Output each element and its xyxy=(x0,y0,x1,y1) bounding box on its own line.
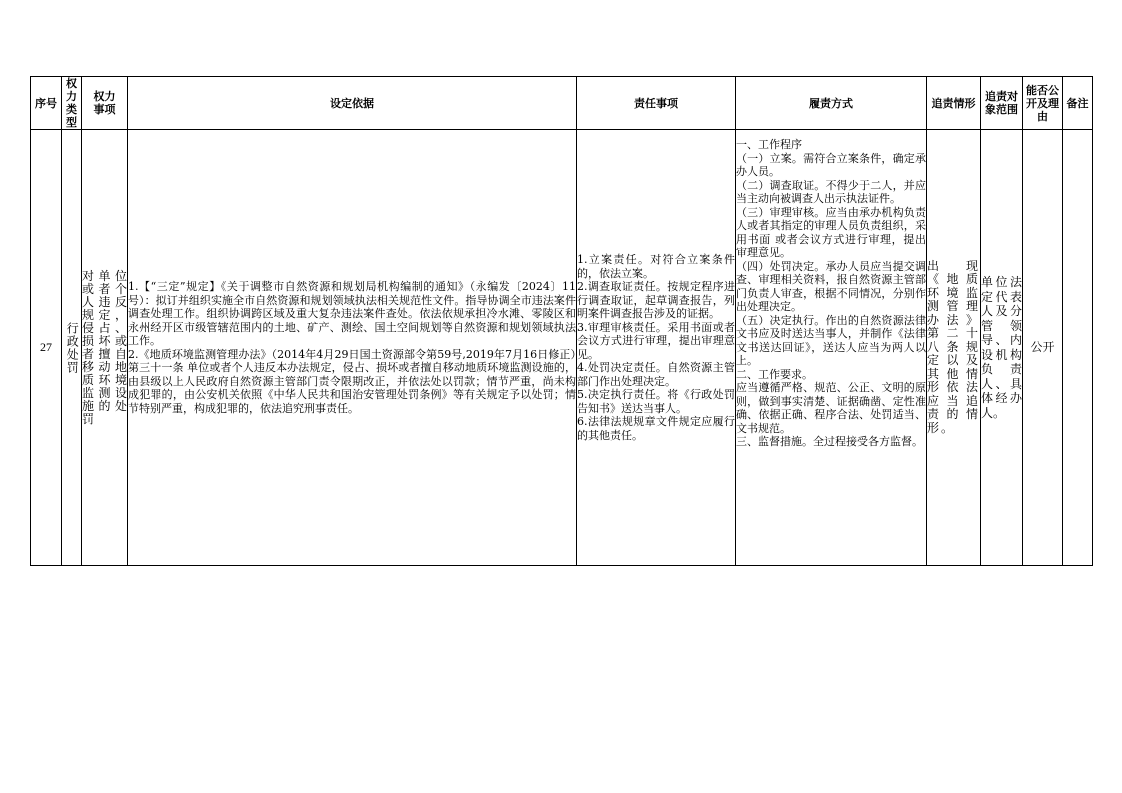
header-basis: 设定依据 xyxy=(128,77,577,130)
row-no: 27 xyxy=(31,130,62,566)
row-scenario: 出现《地质环境监测管理办法》第二十八条规定以及其他情形依法应当追责的情形。 xyxy=(927,130,981,566)
responsibility-item: 6.法律法规规章文件规定应履行的其他责任。 xyxy=(577,415,735,442)
header-matter: 权力事项 xyxy=(82,77,128,130)
header-no: 序号 xyxy=(31,77,62,130)
table-row xyxy=(31,130,1093,566)
responsibility-item: 2.调查取证责任。按规定程序进行调查取证，起草调查报告，列明案件调查报告涉及的证据。 xyxy=(577,280,735,320)
header-method: 履责方式 xyxy=(736,77,927,130)
method-item: 一、工作程序 xyxy=(736,138,802,151)
header-row xyxy=(31,77,1093,130)
header-responsibility: 责任事项 xyxy=(577,77,736,130)
header-scenario: 追责情形 xyxy=(927,77,981,130)
row-note xyxy=(1063,130,1093,566)
basis-item: 2.《地质环境监测管理办法》（2014年4月29日国土资源部令第59号,2019年7月16日修正）第三十一条 单位或者个人违反本办法规定，侵占、损坏或者擅自移动地质环境监测设施的，由县级以上人民政府自然资源主管部门责令限期改正，并依法处以罚款；情节严重，尚未构成犯罪的，由公安机关依照《中华人民共和国治安管理处罚条例》等有关规定予以处罚；情节特别严重，构成犯罪的，依法追究刑事责任。 xyxy=(128,347,576,415)
method-item: （一）立案。需符合立案条件，确定承办人员。 xyxy=(736,151,926,178)
header-type: 权力类型 xyxy=(62,77,82,130)
method-item: 三、监督措施。全过程接受各方监督。 xyxy=(736,435,923,448)
row-responsibility xyxy=(577,130,736,566)
header-scope: 追责对象范围 xyxy=(981,77,1023,130)
basis-item: 1.【“三定”规定】《关于调整市自然资源和规划局机构编制的通知》（永编发〔2024〕11号）：拟订并组织实施全市自然资源和规划领域执法相关规范性文件。指导协调全市违法案件调查处理工作。组织协调跨区域及重大复杂违法案件查处。依法依规承担冷水滩、零陵区和永州经开区市级管辖范围内的土地、矿产、测绘、国土空间规划等自然资源和规划领域执法工作。 xyxy=(128,280,576,347)
method-item: 应当遵循严格、规范、公正、文明的原则，做到事实清楚、证据确凿、定性准确、依据正确、程序合法、处罚适当、文书规范。 xyxy=(736,381,926,435)
row-method xyxy=(736,130,927,566)
responsibility-item: 1.立案责任。对符合立案条件的，依法立案。 xyxy=(577,253,735,280)
header-open: 能否公开及理由 xyxy=(1023,77,1063,130)
responsibility-item: 5.决定执行责任。将《行政处罚告知书》送达当事人。 xyxy=(577,388,735,415)
responsibility-item: 3.审理审核责任。采用书面或者会议方式进行审理，提出审理意见。 xyxy=(577,320,735,361)
power-list-table xyxy=(30,76,1093,566)
row-scope: 单位法定代表人及分管领导、内设机构负责人、具体经办人。 xyxy=(981,130,1023,566)
method-item: （四）处罚决定。承办人员应当提交调查、审理相关资料，报自然资源主管部门负责人审查，根据不同情况，分别作出处理决定。 xyxy=(736,259,926,313)
row-open: 公开 xyxy=(1023,130,1063,566)
header-note: 备注 xyxy=(1063,77,1093,130)
method-item: 二、工作要求。 xyxy=(736,367,813,381)
responsibility-item: 4.处罚决定责任。自然资源主管部门作出处理决定。 xyxy=(577,361,735,388)
row-type: 行政处罚 xyxy=(62,130,82,566)
method-item: （二）调查取证。不得少于二人，并应当主动向被调查人出示执法证件。 xyxy=(736,178,926,205)
row-basis xyxy=(128,130,577,566)
row-matter: 对单位或者个人违反规定，侵占、损坏或者擅自移动地质环境监测设施的处罚 xyxy=(82,130,128,566)
method-item: （五）决定执行。作出的自然资源法律文书应及时送达当事人，并制作《法律文书送达回证》，送达人应当为两人以上。 xyxy=(736,313,926,367)
method-item: （三）审理审核。应当由承办机构负责人或者其指定的审理人员负责组织，采用书面 或者会议方式进行审理，提出审理意见。 xyxy=(736,205,926,259)
